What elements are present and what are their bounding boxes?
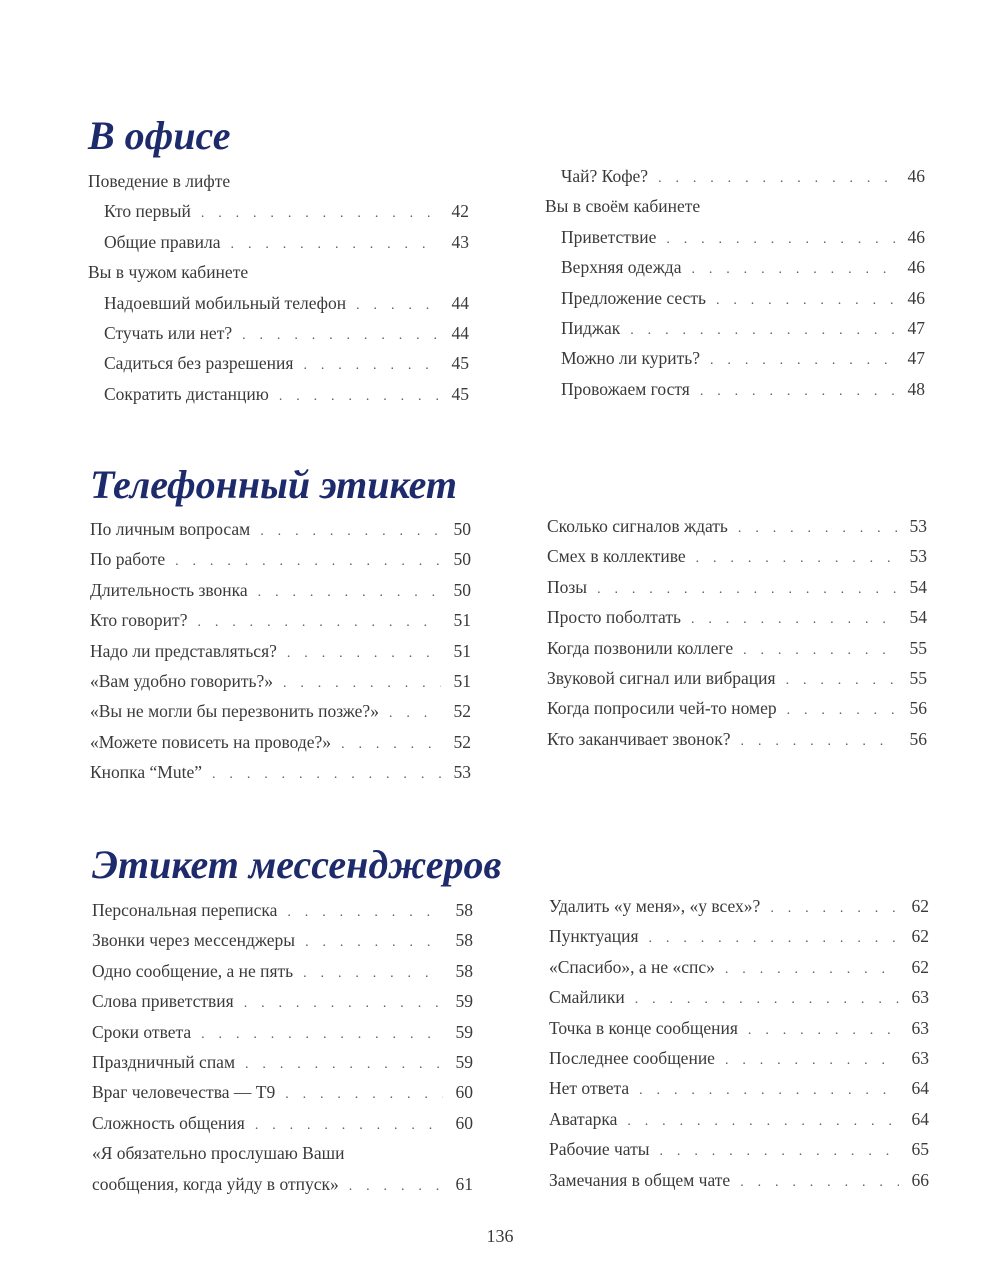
toc-entry-label: «Спасибо», а не «спс» xyxy=(549,956,715,977)
dot-leader xyxy=(639,1076,899,1106)
toc-column-left xyxy=(92,895,473,1199)
dot-leader xyxy=(244,989,443,1019)
toc-entry-label: Садиться без разрешения xyxy=(104,353,294,374)
dot-leader xyxy=(231,230,439,260)
toc-entry-label: По работе xyxy=(90,549,166,570)
dot-leader xyxy=(786,666,897,696)
dot-leader xyxy=(700,377,895,407)
toc-entry-label: Смайлики xyxy=(549,987,625,1008)
dot-leader xyxy=(287,898,443,928)
toc-entry-page: 62 xyxy=(911,896,929,916)
toc-entry-page: 60 xyxy=(455,1112,473,1133)
toc-entry[interactable] xyxy=(549,1165,929,1195)
toc-entry[interactable] xyxy=(90,636,471,666)
toc-entry-label: Длительность звонка xyxy=(90,579,248,600)
dot-leader xyxy=(356,291,439,321)
toc-entry[interactable] xyxy=(90,514,471,544)
toc-entry-label: Аватарка xyxy=(549,1108,618,1129)
toc-entry[interactable] xyxy=(549,982,929,1012)
toc-entry-page: 64 xyxy=(911,1108,929,1129)
toc-entry-page: 63 xyxy=(911,1017,929,1038)
toc-entry-page: 46 xyxy=(907,166,925,186)
toc-entry[interactable] xyxy=(549,921,929,951)
toc-column-left xyxy=(90,514,471,788)
toc-entry[interactable] xyxy=(88,227,469,257)
toc-entry-page: 56 xyxy=(909,728,927,749)
toc-entry-label-line1: «Я обязательно прослушаю Ваши xyxy=(92,1143,345,1164)
toc-entry-label: Звонки через мессенджеры xyxy=(92,930,296,951)
dot-leader xyxy=(691,255,895,285)
toc-entry-page: 55 xyxy=(909,637,927,658)
toc-entry-label: Персональная переписка xyxy=(92,900,278,920)
toc-entry[interactable] xyxy=(92,956,473,986)
toc-entry-page: 58 xyxy=(455,930,473,951)
dot-leader xyxy=(649,924,899,954)
toc-entry-page: 54 xyxy=(909,576,927,597)
toc-entry-page: 45 xyxy=(451,353,469,374)
dot-leader xyxy=(627,1107,899,1137)
toc-entry[interactable] xyxy=(90,666,471,696)
toc-entry[interactable] xyxy=(90,727,471,757)
toc-entry-page: 44 xyxy=(451,322,469,343)
dot-leader xyxy=(201,199,439,229)
toc-entry-label: Надоевший мобильный телефон xyxy=(104,292,347,313)
toc-entry-page: 51 xyxy=(453,670,471,691)
toc-entry-label: Удалить «у меня», «у всех»? xyxy=(549,896,761,916)
dot-leader xyxy=(740,1168,899,1198)
dot-leader xyxy=(660,1137,899,1167)
toc-entry-label: Можно ли курить? xyxy=(561,348,701,369)
toc-entry-label: Когда попросили чей-то номер xyxy=(547,698,777,719)
toc-entry-label: Позы xyxy=(547,576,588,597)
dot-leader xyxy=(303,959,443,989)
toc-entry-label: Предложение сесть xyxy=(561,287,706,308)
toc-entry-label: Сложность общения xyxy=(92,1112,245,1133)
toc-entry-page: 52 xyxy=(453,731,471,752)
toc-group-heading xyxy=(545,191,925,221)
dot-leader xyxy=(242,321,439,351)
dot-leader xyxy=(255,1111,443,1141)
toc-group-heading xyxy=(88,257,469,287)
toc-entry-label: По личным вопросам xyxy=(90,519,251,539)
dot-leader xyxy=(258,578,441,608)
toc-entry-page: 64 xyxy=(911,1078,929,1099)
toc-entry-page: 51 xyxy=(453,640,471,661)
toc-column-left xyxy=(88,166,469,409)
toc-entry-label: Кнопка “Mute” xyxy=(90,762,203,783)
dot-leader xyxy=(597,575,897,605)
dot-leader xyxy=(245,1050,443,1080)
toc-entry-page: 63 xyxy=(911,987,929,1008)
toc-entry[interactable] xyxy=(549,952,929,982)
toc-entry[interactable] xyxy=(549,891,929,921)
toc-entry-page: 61 xyxy=(455,1173,473,1194)
dot-leader xyxy=(212,760,441,790)
toc-entry[interactable] xyxy=(545,374,925,404)
toc-entry-label: Сократить дистанцию xyxy=(104,383,269,404)
toc-entry-page: 50 xyxy=(453,579,471,600)
toc-entry-page: 62 xyxy=(911,956,929,977)
toc-entry[interactable] xyxy=(547,633,927,663)
toc-entry-page: 46 xyxy=(907,257,925,278)
dot-leader xyxy=(303,351,439,381)
toc-entry-label: Слова приветствия xyxy=(92,991,234,1012)
toc-entry-page: 46 xyxy=(907,226,925,247)
dot-leader xyxy=(787,696,897,726)
toc-entry-label: Смех в коллективе xyxy=(547,546,686,567)
toc-entry[interactable] xyxy=(547,511,927,541)
toc-entry-label: Приветствие xyxy=(561,226,657,247)
toc-entry-label: Верхняя одежда xyxy=(561,257,682,278)
toc-entry-label: Кто первый xyxy=(104,201,191,222)
toc-entry-label: Когда позвонили коллеге xyxy=(547,637,734,658)
dot-leader xyxy=(710,346,895,376)
toc-entry-page: 60 xyxy=(455,1082,473,1103)
dot-leader xyxy=(696,544,897,574)
toc-entry[interactable] xyxy=(90,605,471,635)
dot-leader xyxy=(630,316,895,346)
dot-leader xyxy=(197,608,441,638)
toc-entry-page: 47 xyxy=(907,348,925,369)
dot-leader xyxy=(287,639,441,669)
toc-entry-label: Враг человечества — Т9 xyxy=(92,1082,276,1103)
toc-entry-label: Точка в конце сообщения xyxy=(549,1017,738,1038)
toc-entry[interactable] xyxy=(549,1073,929,1103)
toc-entry[interactable] xyxy=(92,1138,473,1199)
dot-leader xyxy=(716,286,895,316)
toc-entry[interactable] xyxy=(88,318,469,348)
toc-entry-page: 56 xyxy=(909,698,927,719)
toc-entry[interactable] xyxy=(547,602,927,632)
dot-leader xyxy=(201,1020,443,1050)
toc-entry-page: 65 xyxy=(911,1139,929,1160)
dot-leader xyxy=(260,517,441,547)
dot-leader xyxy=(725,955,899,985)
toc-entry-label-line2: сообщения, когда уйду в отпуск» xyxy=(92,1173,339,1194)
toc-entry-label: Пунктуация xyxy=(549,926,639,947)
toc-entry-page: 55 xyxy=(909,667,927,688)
toc-entry[interactable] xyxy=(92,1047,473,1077)
toc-entry-page: 59 xyxy=(455,1021,473,1042)
toc-entry-label: Замечания в общем чате xyxy=(549,1169,731,1190)
toc-entry-label: Общие правила xyxy=(104,231,221,252)
toc-entry[interactable] xyxy=(92,895,473,925)
toc-entry-label: Сроки ответа xyxy=(92,1021,192,1042)
dot-leader xyxy=(748,1016,899,1046)
toc-entry-page: 51 xyxy=(453,610,471,631)
dot-leader xyxy=(349,1172,443,1202)
section-title-office: В офисе xyxy=(88,113,231,158)
toc-entry[interactable] xyxy=(92,925,473,955)
toc-entry[interactable] xyxy=(545,222,925,252)
toc-entry[interactable] xyxy=(549,1104,929,1134)
toc-entry[interactable] xyxy=(545,313,925,343)
section-title-phone: Телефонный этикет xyxy=(90,462,457,507)
toc-entry-label: Нет ответа xyxy=(549,1078,630,1099)
toc-column-right xyxy=(545,161,925,404)
toc-entry-page: 44 xyxy=(451,292,469,313)
toc-entry-page: 52 xyxy=(453,701,471,722)
toc-entry-label: Пиджак xyxy=(561,317,621,338)
toc-entry-label: «Вы не могли бы перезвонить позже?» xyxy=(90,701,379,722)
toc-entry-page: 48 xyxy=(907,378,925,399)
dot-leader xyxy=(658,164,895,194)
toc-entry[interactable] xyxy=(549,1043,929,1073)
dot-leader xyxy=(770,894,899,924)
toc-entry-page: 53 xyxy=(453,762,471,783)
dot-leader xyxy=(691,605,897,635)
toc-entry[interactable] xyxy=(92,986,473,1016)
toc-entry[interactable] xyxy=(549,1134,929,1164)
toc-entry-page: 59 xyxy=(455,1051,473,1072)
section-title-messengers: Этикет мессенджеров xyxy=(92,842,502,887)
toc-entry[interactable] xyxy=(90,575,471,605)
dot-leader xyxy=(389,699,441,729)
toc-entry[interactable] xyxy=(545,283,925,313)
toc-entry-page: 54 xyxy=(909,607,927,628)
dot-leader xyxy=(285,1080,443,1110)
toc-entry-page: 58 xyxy=(455,960,473,981)
dot-leader xyxy=(743,636,897,666)
toc-entry-label: Кто заканчивает звонок? xyxy=(547,728,731,749)
toc-entry[interactable] xyxy=(88,288,469,318)
toc-group-label: Поведение в лифте xyxy=(88,171,231,191)
toc-entry-page: 63 xyxy=(911,1047,929,1068)
dot-leader xyxy=(175,547,441,577)
toc-entry[interactable] xyxy=(90,757,471,787)
toc-entry-label: Последнее сообщение xyxy=(549,1047,715,1068)
toc-entry-page: 59 xyxy=(455,991,473,1012)
toc-entry-label: Провожаем гостя xyxy=(561,378,690,399)
toc-entry[interactable] xyxy=(92,1017,473,1047)
toc-entry-page: 43 xyxy=(451,231,469,252)
toc-entry-label: Стучать или нет? xyxy=(104,322,233,343)
dot-leader xyxy=(341,730,441,760)
toc-column-right xyxy=(549,891,929,1195)
dot-leader xyxy=(283,669,441,699)
dot-leader xyxy=(666,225,895,255)
toc-entry-label: Одно сообщение, а не пять xyxy=(92,960,294,981)
toc-entry-page: 58 xyxy=(455,900,473,920)
toc-group-heading xyxy=(88,166,469,196)
toc-entry-page: 42 xyxy=(451,201,469,222)
toc-group-label: Вы в своём кабинете xyxy=(545,196,701,217)
toc-entry[interactable] xyxy=(545,252,925,282)
toc-entry[interactable] xyxy=(90,544,471,574)
dot-leader xyxy=(738,514,897,544)
toc-entry[interactable] xyxy=(88,348,469,378)
toc-entry[interactable] xyxy=(545,343,925,373)
toc-entry-label: Кто говорит? xyxy=(90,610,188,631)
toc-entry-label: Просто поболтать xyxy=(547,607,681,628)
toc-entry-page: 45 xyxy=(451,383,469,404)
toc-entry-page: 62 xyxy=(911,926,929,947)
dot-leader xyxy=(725,1046,899,1076)
toc-entry-label: «Вам удобно говорить?» xyxy=(90,670,273,691)
toc-entry[interactable] xyxy=(545,161,925,191)
toc-entry-page: 53 xyxy=(909,516,927,536)
toc-entry-page: 47 xyxy=(907,317,925,338)
toc-entry[interactable] xyxy=(549,1013,929,1043)
toc-entry[interactable] xyxy=(547,693,927,723)
toc-entry-page: 46 xyxy=(907,287,925,308)
toc-entry[interactable] xyxy=(88,379,469,409)
dot-leader xyxy=(635,985,899,1015)
dot-leader xyxy=(305,928,443,958)
toc-entry[interactable] xyxy=(547,663,927,693)
toc-column-right xyxy=(547,511,927,754)
toc-group-label: Вы в чужом кабинете xyxy=(88,262,249,283)
toc-entry-label: Рабочие чаты xyxy=(549,1139,650,1160)
dot-leader xyxy=(741,727,897,757)
toc-entry[interactable] xyxy=(547,572,927,602)
page-number: 136 xyxy=(486,1226,514,1246)
toc-entry-label: Чай? Кофе? xyxy=(561,166,649,186)
toc-entry-label: Сколько сигналов ждать xyxy=(547,516,728,536)
toc-entry-page: 50 xyxy=(453,519,471,539)
dot-leader xyxy=(279,382,439,412)
toc-entry-label: Надо ли представляться? xyxy=(90,640,277,661)
toc-entry[interactable] xyxy=(92,1108,473,1138)
toc-entry[interactable] xyxy=(90,696,471,726)
toc-entry[interactable] xyxy=(547,541,927,571)
toc-entry-page: 66 xyxy=(911,1169,929,1190)
toc-entry-page: 50 xyxy=(453,549,471,570)
toc-entry-page: 53 xyxy=(909,546,927,567)
toc-entry[interactable] xyxy=(92,1077,473,1107)
toc-entry[interactable] xyxy=(88,196,469,226)
toc-entry-label: Праздничный спам xyxy=(92,1051,236,1072)
toc-entry-label: Звуковой сигнал или вибрация xyxy=(547,667,776,688)
toc-entry-label: «Можете повисеть на проводе?» xyxy=(90,731,332,752)
toc-entry[interactable] xyxy=(547,724,927,754)
